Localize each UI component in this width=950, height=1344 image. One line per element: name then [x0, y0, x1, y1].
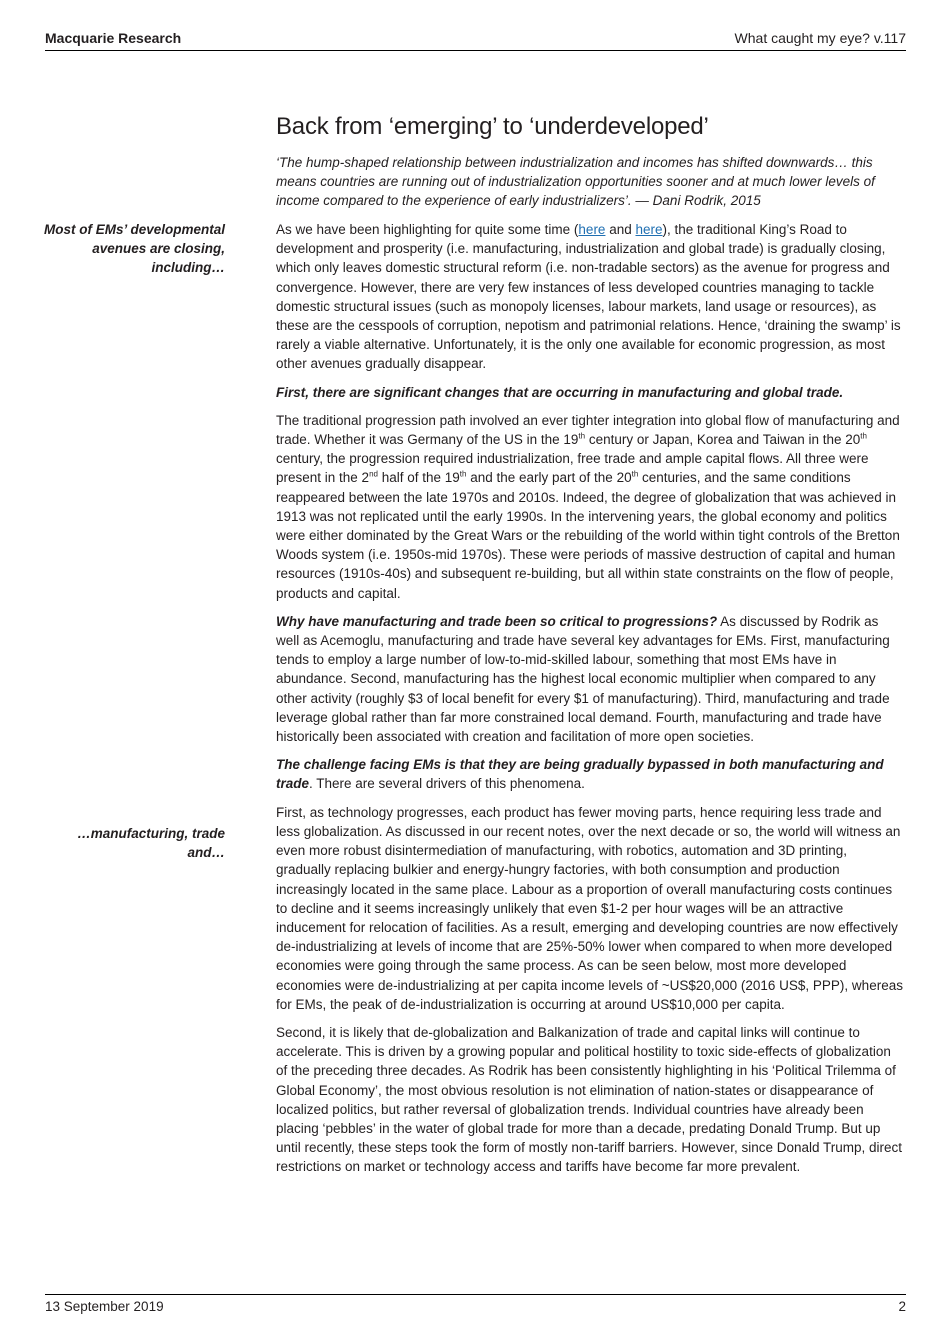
here-link-2[interactable]: here	[635, 222, 663, 237]
publisher-name: Macquarie Research	[45, 30, 182, 46]
page-header	[45, 30, 906, 51]
epigraph-quote: ‘The hump-shaped relationship between industrialization and incomes has shifted downwards… this means countries are running out of industrialization opportunities sooner and at much lower levels of income compared to the experience of early industrializers’. — Dani Rodrik, 2015	[276, 155, 875, 209]
paragraph-6: First, as technology progresses, each product has fewer moving parts, hence requiring less trade and less globalization. As discussed in our recent notes, over the next decade or so, the world will witness an even more robust disintermediation of manufacturing, with robotics, automation and 3D printing, gradually replacing bulkier and energy-hungry factories, with both consumption and production increasingly located in the same place. Labour as a proportion of overall manufacturing costs continues to decline and it seems increasingly unlikely that even $1-2 per hour wages will be an attractive inducement for relocation of facilities. As a result, emerging and developing countries are now effectively de-industrializing at levels of income that are 25%-50% lower when compared to when more developed economies were going through the same process. As can be seen below, most more developed economies were de-industrializing at per capita income levels of ~US$20,000 (2016 US$, PPP), whereas for EMs, the peak of de-industrialization is occurring at around US$10,000 per capita.	[276, 804, 903, 1012]
paragraph-4: Why have manufacturing and trade been so critical to progressions? As discussed by Rodrik as well as Acemoglu, manufacturing and trade have several key advantages for EMs. First, manufacturing tends to employ a large number of low-to-mid-skilled labour, something that most EMs have in abundance. Second, manufacturing has the highest local economic multiplier when compared to any other activity (roughly $3 of local benefit for every $1 of manufacturing). Third, manufacturing and trade leverage global rather than far more constrained local demand. Fourth, manufacturing and trade have historically been associated with creation and facilitation of more open societies.	[276, 613, 890, 745]
report-title: What caught my eye? v.117	[734, 30, 906, 46]
here-link-1[interactable]: here	[578, 222, 606, 237]
paragraph-5-lead: The challenge facing EMs is that they are being gradually bypassed in both manufacturing and trade	[276, 757, 884, 792]
paragraph-4-lead: Why have manufacturing and trade been so critical to progressions?	[276, 613, 718, 629]
paragraph-5: The challenge facing EMs is that they are being gradually bypassed in both manufacturing and trade. There are several drivers of this phenomena.	[276, 757, 884, 792]
paragraph-2-highlight: First, there are significant changes that are occurring in manufacturing and global trade.	[276, 384, 844, 400]
publication-date: 13 September 2019	[45, 1299, 164, 1314]
sidenote-2: …manufacturing, trade and…	[77, 826, 225, 861]
paragraph-1: As we have been highlighting for quite some time (here and here), the traditional King’s Road to development and prosperity (i.e. manufacturing, industrialization and global trade) is gradually closing, which only leaves domestic structural reform (i.e. non-tradable sectors) as the avenue for progress and convergence. However, there are very few instances of less developed countries managing to tackle domestic structural issues (such as monopoly licenses, labour markets, land usage or resources), as these are the cesspools of corruption, nepotism and patrimonial relations. Hence, ‘draining the swamp’ is rarely a viable alternative. Unfortunately, it is the only one available for economic progression, as most other avenues gradually disappear.	[276, 222, 901, 372]
page-number: 2	[898, 1299, 906, 1314]
sidenote-1: Most of EMs’ developmental avenues are closing, including…	[43, 222, 225, 276]
page-footer	[45, 1294, 906, 1314]
paragraph-3: The traditional progression path involved an ever tighter integration into global flow of manufacturing and trade. Whether it was Germany of the US in the 19th century or Japan, Korea and Taiwan in the 20th century, the progression required industrialization, free trade and ample capital flows. All three were present in the 2nd half of the 19th and the early part of the 20th centuries, and the same conditions reappeared between the late 1970s and 2010s. Indeed, the degree of globalization that was achieved in 1913 was not replicated until the early 1990s. In the intervening years, the global economy and politics were either dominated by the Great Wars or the rebuilding of the world within tight controls of the Bretton Woods system (i.e. 1950s-mid 1970s). These were periods of massive destruction of capital and human resources (1910s-40s) and subsequent re-building, but all within state constraints on the flow of people, products and capital.	[276, 412, 900, 601]
paragraph-7: Second, it is likely that de-globalization and Balkanization of trade and capital links will continue to accelerate. This is driven by a growing popular and political hostility to toxic side-effects of globalization of the preceding three decades. As Rodrik has been consistently highlighting in his ‘Political Trilemma of Global Economy’, the most obvious resolution is not elimination of nation-states or disappearance of localized politics, but rather reversal of globalization trends. Individual countries have already been placing ‘pebbles’ in the water of global trade for more than a decade, predating Donald Trump. But up until recently, these steps took the form of mostly non-tariff barriers. However, since Donald Trump, direct restrictions on market or technology access and tariffs have become far more prevalent.	[276, 1024, 903, 1175]
article-body	[276, 220, 904, 1186]
section-title: Back from ‘emerging’ to ‘underdeveloped’	[276, 113, 709, 140]
